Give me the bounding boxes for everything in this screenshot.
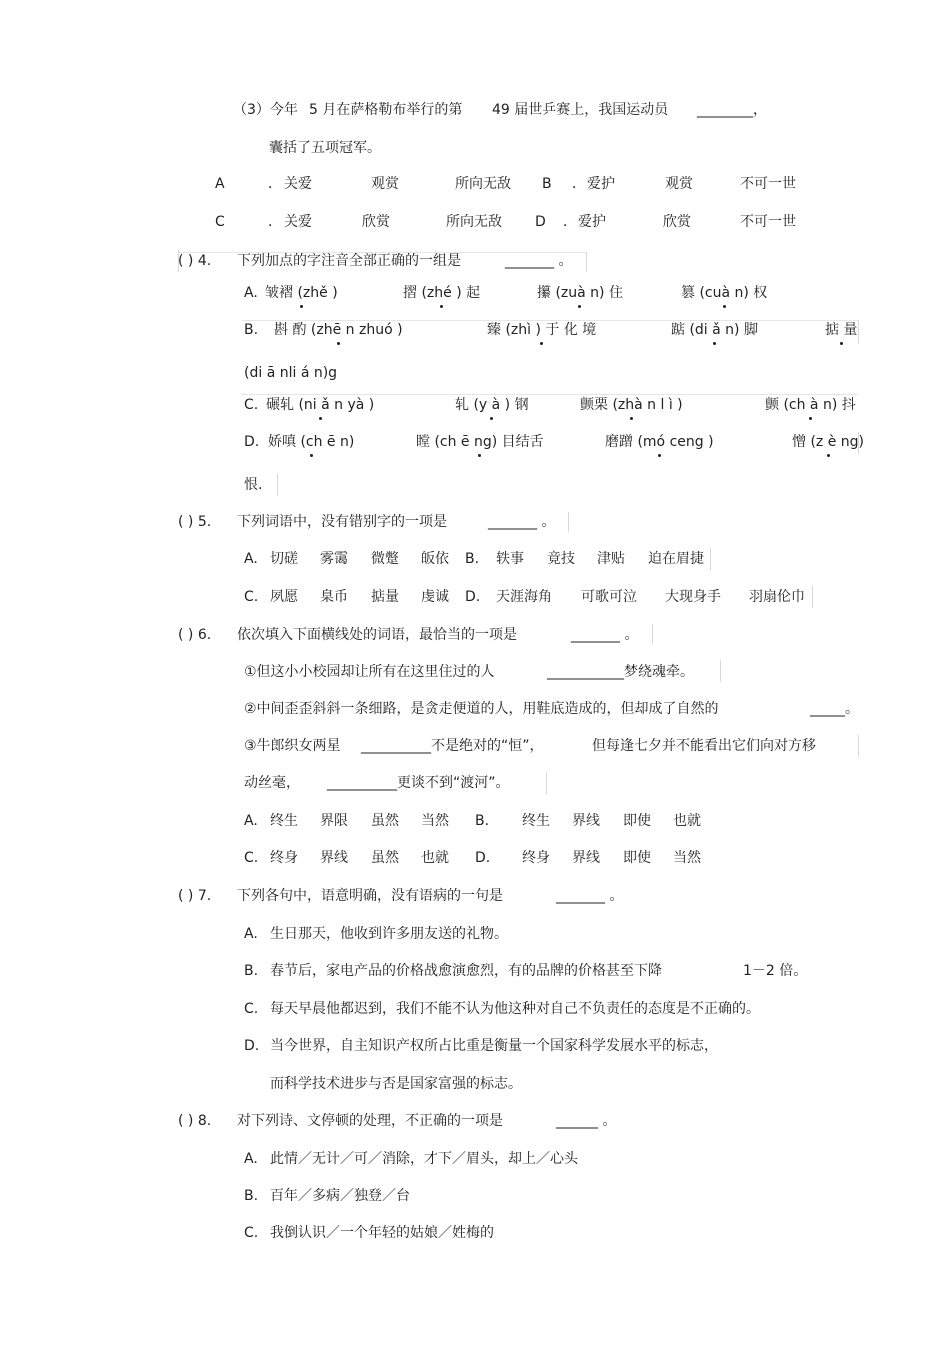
q4-option-a-item4 (681, 284, 767, 302)
q4-option-letter: B. (244, 322, 259, 338)
q3-label: （3） (233, 102, 270, 118)
q4-option-d-item2 (416, 433, 544, 451)
q5-option-word: 可歌可泣 (581, 589, 637, 605)
q8-option-text: 百年／多病／独登／台 (270, 1188, 410, 1204)
q5-option-word: 臬币 (320, 589, 348, 605)
q4-stem: 下列加点的字注音全部正确的一组是 (237, 253, 461, 269)
q6-sentence-3-cont: 动丝毫， (244, 775, 300, 791)
dotted-text: 颤 (ch à n) 抖 (765, 397, 856, 413)
dotted-text: 攥 (zuà n) 住 (537, 285, 623, 301)
q7-option-letter: C. (244, 1001, 259, 1017)
q4-option-b-item1 (274, 321, 403, 339)
q4-option-d-item1 (268, 433, 354, 451)
q8-option-text: 此情／无计／可／消除，才下／眉头，却上／心头 (270, 1151, 578, 1167)
guide-line (242, 394, 858, 395)
q7-option-text: 生日那天，他收到许多朋友送的礼物。 (270, 926, 508, 942)
guide-bar (720, 660, 721, 682)
dotted-text: 瞠 (ch ē ng) 目结舌 (416, 434, 544, 450)
guide-bar (858, 735, 859, 757)
q7-stem: 下列各句中，语意明确，没有语病的一句是 (237, 888, 503, 904)
q6-option-word: 当然 (421, 813, 449, 829)
dotted-text: 踮 (di ǎ n) 脚 (671, 322, 758, 338)
q5-option-word: 雾霭 (320, 551, 348, 567)
dotted-text: 斟 酌 (zhē n zhuó ) (274, 322, 403, 338)
q5-option-word: 天涯海角 (496, 589, 552, 605)
guide-bar (568, 512, 569, 532)
q8-option-letter: A. (244, 1151, 258, 1167)
q8-option-letter: C. (244, 1225, 259, 1241)
dotted-text: 轧 (y à ) 钢 (455, 397, 529, 413)
q7-number: ( ) 7. (178, 888, 212, 904)
q4-option-b-item3 (671, 321, 758, 339)
q8-stem: 对下列诗、文停顿的处理，不正确的一项是 (237, 1113, 503, 1129)
q5-option-word: 大现身手 (665, 589, 721, 605)
q6-sentence-3-rest: 但每逢七夕并不能看出它们向对方移 (592, 738, 816, 754)
q5-option-word: 津贴 (597, 551, 625, 567)
q5-option-letter: B. (465, 551, 480, 567)
q4-option-d-item3 (605, 433, 714, 451)
dotted-text: 磨蹭 (mó ceng ) (605, 434, 714, 450)
q3-option-word: 关爱 (284, 176, 312, 192)
q8-number: ( ) 8. (178, 1113, 212, 1129)
q4-option-a-item2 (403, 284, 480, 302)
q4-option-a-item3 (537, 284, 623, 302)
guide-bar (652, 624, 653, 644)
q4-option-c-item4 (765, 396, 856, 414)
q6-option-word: 界限 (320, 813, 348, 829)
dotted-text: 掂 量 (825, 322, 858, 338)
q3-text: 今年 (269, 102, 298, 118)
q3-option-word: 观赏 (665, 176, 693, 192)
q5-option-word: 掂量 (371, 589, 399, 605)
q5-option-letter: A. (244, 551, 258, 567)
q5-option-word: 夙愿 (270, 589, 298, 605)
q3-option-word: 观赏 (371, 176, 399, 192)
q6-sentence-3-blank: __________不是绝对的“恒”， (361, 738, 544, 754)
q3-option-dot: ． (268, 214, 282, 230)
guide-bar (277, 474, 278, 496)
q6-option-word: 终生 (270, 813, 298, 829)
q6-option-word: 也就 (421, 850, 449, 866)
dotted-text: 皱褶 (zhě ) (265, 285, 338, 301)
q7-option-text: 每天早晨他都迟到，我们不能不认为他这种对自己不负责任的态度是不正确的。 (270, 1001, 760, 1017)
q7-option-text: 春节后，家电产品的价格战愈演愈烈，有的品牌的价格甚至下降 (270, 963, 662, 979)
q4-option-c-item2 (455, 396, 529, 414)
q4-number: ( ) 4. (178, 253, 212, 269)
dotted-text: 臻 (zhì ) 于 化 境 (487, 322, 597, 338)
q8-answer-blank: ______ 。 (556, 1113, 617, 1129)
q5-option-letter: C. (244, 589, 259, 605)
q3-option-word: 关爱 (284, 214, 312, 230)
q3-option-word: 所向无敌 (446, 214, 502, 230)
q3-option-letter: A (215, 176, 225, 192)
q5-option-word: 切磋 (270, 551, 298, 567)
q5-option-letter: D. (465, 589, 481, 605)
q5-option-word: 竟技 (547, 551, 575, 567)
q6-sentence-1: ①但这小小校园却让所有在这里住过的人 (244, 664, 495, 680)
q6-option-word: 虽然 (371, 813, 399, 829)
q3-stem-line1 (233, 101, 298, 119)
q8-option-text: 我倒认识／一个年轻的姑娘／姓梅的 (270, 1225, 494, 1241)
q3-option-dot: ． (268, 176, 282, 192)
q3-option-letter: C (215, 214, 225, 230)
q6-option-word: 即使 (623, 850, 651, 866)
q6-option-word: 界线 (320, 850, 348, 866)
q4-option-b-continuation: (di ā nli á n)g (244, 365, 338, 381)
q7-option-letter: D. (244, 1038, 260, 1054)
q3-option-dot: ． (572, 176, 586, 192)
q4-option-d-continuation: 恨. (244, 477, 263, 493)
q6-option-word: 当然 (673, 850, 701, 866)
q5-answer-blank: _______ 。 (488, 514, 556, 530)
q5-option-word: 微蹩 (371, 551, 399, 567)
q3-option-letter: B (542, 176, 552, 192)
q6-option-word: 终身 (270, 850, 298, 866)
q7-answer-blank: _______ 。 (556, 888, 624, 904)
q6-sentence-3: ③牛郎织女两星 (244, 738, 341, 754)
q6-option-letter: C. (244, 850, 259, 866)
q5-option-word: 皈依 (421, 551, 449, 567)
q3-option-letter: D (535, 214, 546, 230)
q6-sentence-3-cont-blank: __________更谈不到“渡河”。 (327, 775, 510, 791)
q6-option-word: 即使 (623, 813, 651, 829)
q3-option-word: 欣赏 (362, 214, 390, 230)
q6-number: ( ) 6. (178, 627, 212, 643)
q7-option-letter: B. (244, 963, 259, 979)
q7-option-text-tail: 1－2 倍。 (743, 963, 808, 979)
q4-answer-blank: _______ 。 (505, 253, 573, 269)
q6-sentence-2: ②中间歪歪斜斜一条细路，是贪走便道的人，用鞋底造成的，但却成了自然的 (244, 701, 719, 717)
q3-option-dot: ． (563, 214, 577, 230)
q3-option-word: 所向无敌 (455, 176, 511, 192)
q6-option-letter: D. (475, 850, 491, 866)
q3-option-word: 不可一世 (740, 176, 796, 192)
q6-option-word: 界线 (572, 813, 600, 829)
q6-sentence-2-blank: _____。 (810, 701, 859, 717)
q7-option-text: 当今世界，自主知识产权所占比重是衡量一个国家科学发展水平的标志， (270, 1038, 718, 1054)
q5-option-word: 迫在眉捷 (648, 551, 704, 567)
q5-stem: 下列词语中，没有错别字的一项是 (237, 514, 447, 530)
q4-option-b-item2 (487, 321, 596, 339)
q4-option-c-item1 (266, 396, 374, 414)
q3-text: 49 届世乒赛上，我国运动员 (492, 102, 669, 118)
dotted-text: 颤栗 (zhà n l ì ) (580, 397, 683, 413)
q6-option-word: 界线 (572, 850, 600, 866)
dotted-text: 娇嗔 (ch ē n) (268, 434, 355, 450)
dotted-text: 摺 (zhé ) 起 (403, 285, 481, 301)
q4-option-letter: A. (244, 285, 258, 301)
q3-stem-line2: 囊括了五项冠军。 (269, 140, 381, 156)
q8-option-letter: B. (244, 1188, 259, 1204)
q6-option-word: 终生 (522, 813, 550, 829)
q3-answer-blank: ________， (697, 102, 767, 118)
q6-option-word: 终身 (522, 850, 550, 866)
q6-sentence-1-blank: ___________梦绕魂牵。 (547, 664, 694, 680)
q4-option-d-item4 (792, 433, 864, 451)
guide-bar (586, 252, 587, 272)
q6-option-letter: B. (475, 813, 490, 829)
guide-bar (546, 772, 547, 794)
q5-number: ( ) 5. (178, 514, 212, 530)
q6-answer-blank: _______ 。 (571, 627, 639, 643)
q7-option-letter: A. (244, 926, 258, 942)
q6-stem: 依次填入下面横线处的词语，最恰当的一项是 (237, 627, 517, 643)
q4-option-letter: C. (244, 397, 259, 413)
guide-bar (710, 548, 711, 570)
q4-option-letter: D. (244, 434, 260, 450)
q3-option-word: 爱护 (578, 214, 606, 230)
q4-option-a-item1 (265, 284, 338, 302)
dotted-text: 憎 (z è ng) (792, 434, 864, 450)
q7-option-text-cont: 而科学技术进步与否是国家富强的标志。 (270, 1076, 522, 1092)
q6-option-word: 虽然 (371, 850, 399, 866)
dotted-text: 碾轧 (ni ǎ n yà ) (266, 397, 375, 413)
q3-option-word: 爱护 (587, 176, 615, 192)
q4-option-b-item4 (825, 321, 857, 339)
guide-bar (812, 586, 813, 608)
q3-option-word: 不可一世 (740, 214, 796, 230)
q6-option-word: 也就 (673, 813, 701, 829)
guide-bar (858, 320, 859, 344)
q5-option-word: 虔诚 (421, 589, 449, 605)
dotted-text: 篡 (cuà n) 权 (681, 285, 768, 301)
q6-option-letter: A. (244, 813, 258, 829)
q5-option-word: 羽扇伦巾 (749, 589, 805, 605)
q4-option-c-item3 (580, 396, 683, 414)
q3-option-word: 欣赏 (663, 214, 691, 230)
q3-text: 5 月在萨格勒布举行的第 (309, 102, 463, 118)
q5-option-word: 轶事 (496, 551, 524, 567)
